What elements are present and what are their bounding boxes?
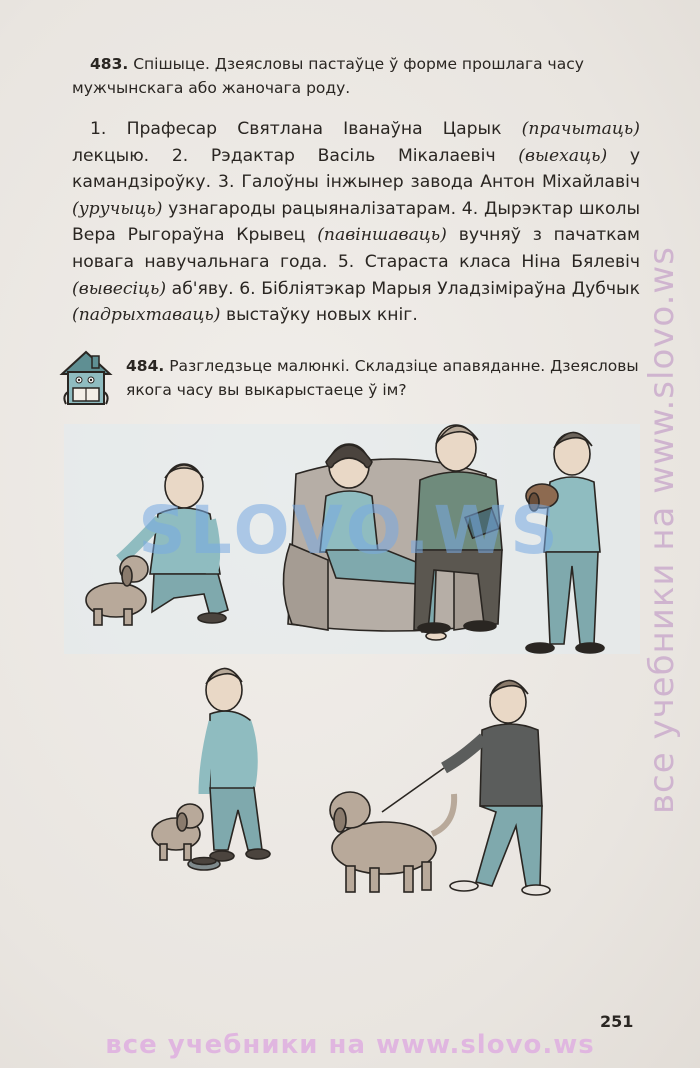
- exercise-484-number: 484.: [126, 357, 165, 375]
- exercise-484-instruction: [126, 354, 640, 402]
- exercise-483-sentences: [72, 116, 640, 329]
- dog-walking-figure: [330, 792, 454, 892]
- exercise-483-instruction: [72, 52, 640, 100]
- verb-hint: (прачытаць): [521, 119, 640, 139]
- boy-feeding-figure: [204, 668, 270, 861]
- sentence-4: 4. Дырэктар школы Вера Рыгораўна Крывец (павіншаваць) вучняў з пачаткам новага навучальнага года.: [72, 198, 641, 272]
- sentence-2: 2. Рэдактар Васіль Мікалаевіч (выехаць) у камандзіроўку.: [72, 145, 641, 193]
- food-bowl-figure: [188, 858, 220, 871]
- page-number: 251: [600, 1012, 634, 1031]
- puppy-eating-figure: [152, 804, 203, 860]
- story-illustration: [64, 404, 640, 914]
- verb-hint: (выехаць): [518, 145, 608, 166]
- house-book-icon: [58, 348, 114, 410]
- verb-hint: (уручыць): [72, 198, 163, 219]
- sentence-1: 1. Прафесар Святлана Іванаўна Царык (прачытаць) лекцыю.: [72, 119, 640, 166]
- sentence-3: 3. Галоўны інжынер завода Антон Міхайлавіч (уручыць) узнагароды рацыяналізатарам.: [72, 172, 640, 219]
- verb-hint: (падрыхтаваць): [72, 305, 221, 326]
- vertical-watermark[interactable]: все учебники на www.slovo.ws: [642, 246, 682, 814]
- bottom-scene: [152, 668, 550, 895]
- sentence-5: 5. Стараста класа Ніна Бялевіч (вывесіць) аб'яву.: [72, 251, 640, 299]
- center-watermark: SLOVO.WS: [138, 492, 562, 569]
- exercise-483-instruction-text: Спішыце. Дзеясловы пастаўце ў форме прошлага часу мужчынскага або жаночага роду.: [72, 55, 584, 97]
- bottom-watermark[interactable]: все учебники на www.slovo.ws: [105, 1030, 595, 1060]
- boy-walking-figure: [444, 680, 550, 895]
- exercise-484-instruction-text: Разгледзьце малюнкі. Складзіце апавяданне. Дзеясловы якога часу вы выкарыстаеце ў ім?: [126, 357, 639, 399]
- sentence-6: 6. Бібліятэкар Марыя Уладзіміраўна Дубчык (падрыхтаваць) выстаўку новых кніг.: [72, 278, 641, 326]
- leash-line: [382, 768, 444, 812]
- exercise-483-number: 483.: [90, 55, 129, 73]
- verb-hint: (павіншаваць): [317, 225, 447, 246]
- verb-hint: (вывесіць): [72, 278, 167, 299]
